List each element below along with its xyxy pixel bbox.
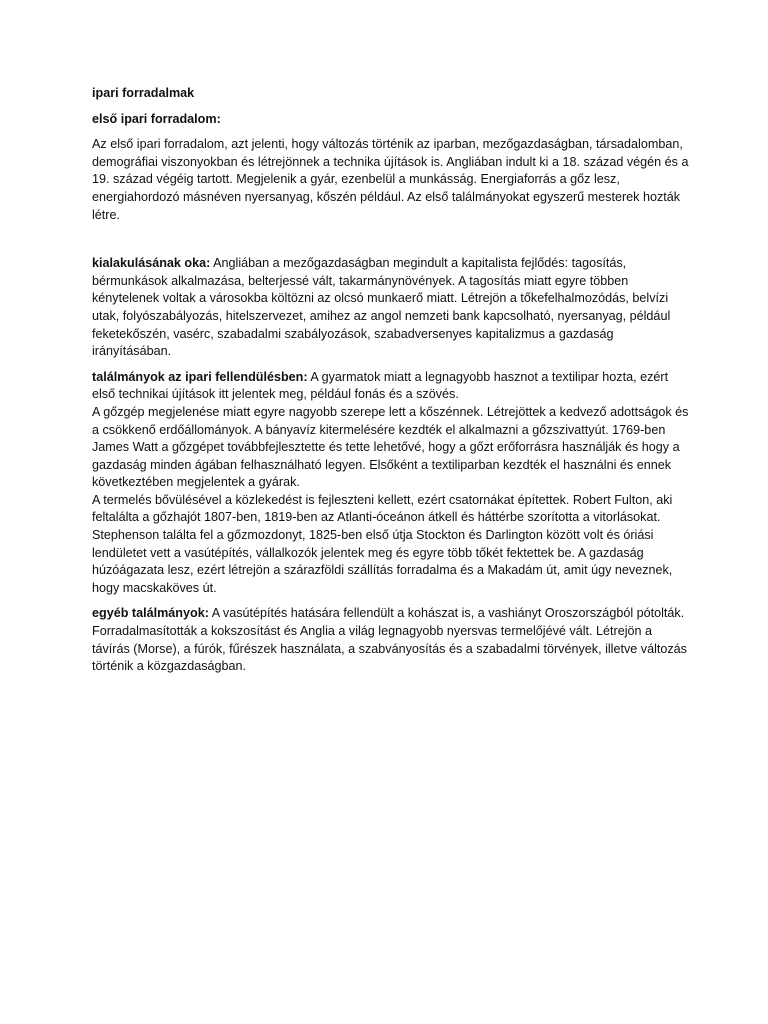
inventions-paragraph: [92, 369, 692, 404]
inventions-text: A gyarmatok miatt a legnagyobb hasznot a textilipar hozta, ezért első technikai újítások itt jelentek meg, például fonás és a szövés.: [92, 369, 669, 402]
inventions-lead: találmányok az ipari fellendülésben:: [92, 369, 308, 384]
other-inventions-paragraph: [92, 605, 692, 675]
document-page: [92, 85, 692, 684]
causes-paragraph: [92, 255, 692, 361]
transport-paragraph: A termelés bővülésével a közlekedést is fejleszteni kellett, ezért csatornákat építettek. Robert Fulton, aki feltalálta a gőzhajót 1807-ben, 1819-ben az Atlanti-óceánon átkell és háttérbe szorította a vitorlásokat. Stephenson találta fel a gőzmozdonyt, 1825-ben első útja Stockton és Darlington között volt és óriási lendületet vett a vasútépítés, vállalkozók jelentek meg és egyre több tőkét fektettek be. A gazdaság húzóágazata lesz, ezért létrejön a szárazföldi szállítás forradalma és a Makadám út, amit úgy neveznek, hogy macskaköves út.: [92, 492, 673, 595]
causes-lead: kialakulásának oka:: [92, 256, 211, 271]
other-inventions-lead: egyéb találmányok:: [92, 606, 209, 621]
inventions-section: [92, 369, 692, 598]
steam-engine-paragraph: A gőzgép megjelenése miatt egyre nagyobb szerepe lett a kőszénnek. Létrejöttek a kedvező adottságok és a csökkenő erdőállományok. A bányavíz kitermelésére kezdték el alkalmazni a gőzszivattyút. 1769-ben James Watt a gőzgépet továbbfejlesztette és tette lehetővé, hogy a gőzt erőforrásra használják és hogy a gazdaság minden ágában felhasználható legyen. Elsőként a textiliparban kezdték el használni és ennek következtében megjelentek a gyárak.: [92, 404, 689, 490]
section-heading-first-revolution: első ipari forradalom:: [92, 111, 221, 126]
other-inventions-text: A vasútépítés hatására fellendült a kohászat is, a vashiányt Oroszországból pótolták. Forradalmasították a kokszosítást és Anglia a világ legnagyobb nyersvas termelőjévé vált. Létrejön a távírás (Morse), a fúrók, fűrészek használata, a szabványosítás és a szabadalmi törvények, illetve változás történik a közgazdaságban.: [92, 606, 687, 674]
causes-text: Angliában a mezőgazdaságban megindult a kapitalista fejlődés: tagosítás, bérmunkások alkalmazása, belterjessé vált, takarmánynövények. A tagosítás miatt egyre többen kénytelenek voltak a városokba költözni az olcsó munkaerő miatt. Létrejön a tőkefelhalmozódás, belvízi utak, folyószabályozás, hitelszervezet, amihez az angol nemzeti bank kapcsolható, nyersanyag, például feketekőszén, vasérc, szabadalmi szabályozások, szabadversenyes kapitalizmus a gazdaság irányításában.: [92, 256, 671, 359]
intro-paragraph: Az első ipari forradalom, azt jelenti, hogy változás történik az iparban, mezőgazdaságban, társadalomban, demográfiai viszonyokban és létrejönnek a technika újítások is. Angliában indult ki a 18. század végén és a 19. század végéig tartott. Megjelenik a gyár, ezenbelül a munkásság. Energiaforrás a gőz lesz, energiahordozó másnéven nyersanyag, kőszén például. Az első találmányokat egyszerű mesterek hozták létre.: [92, 137, 689, 222]
document-title: ipari forradalmak: [92, 86, 195, 100]
blank-line: [92, 232, 692, 255]
